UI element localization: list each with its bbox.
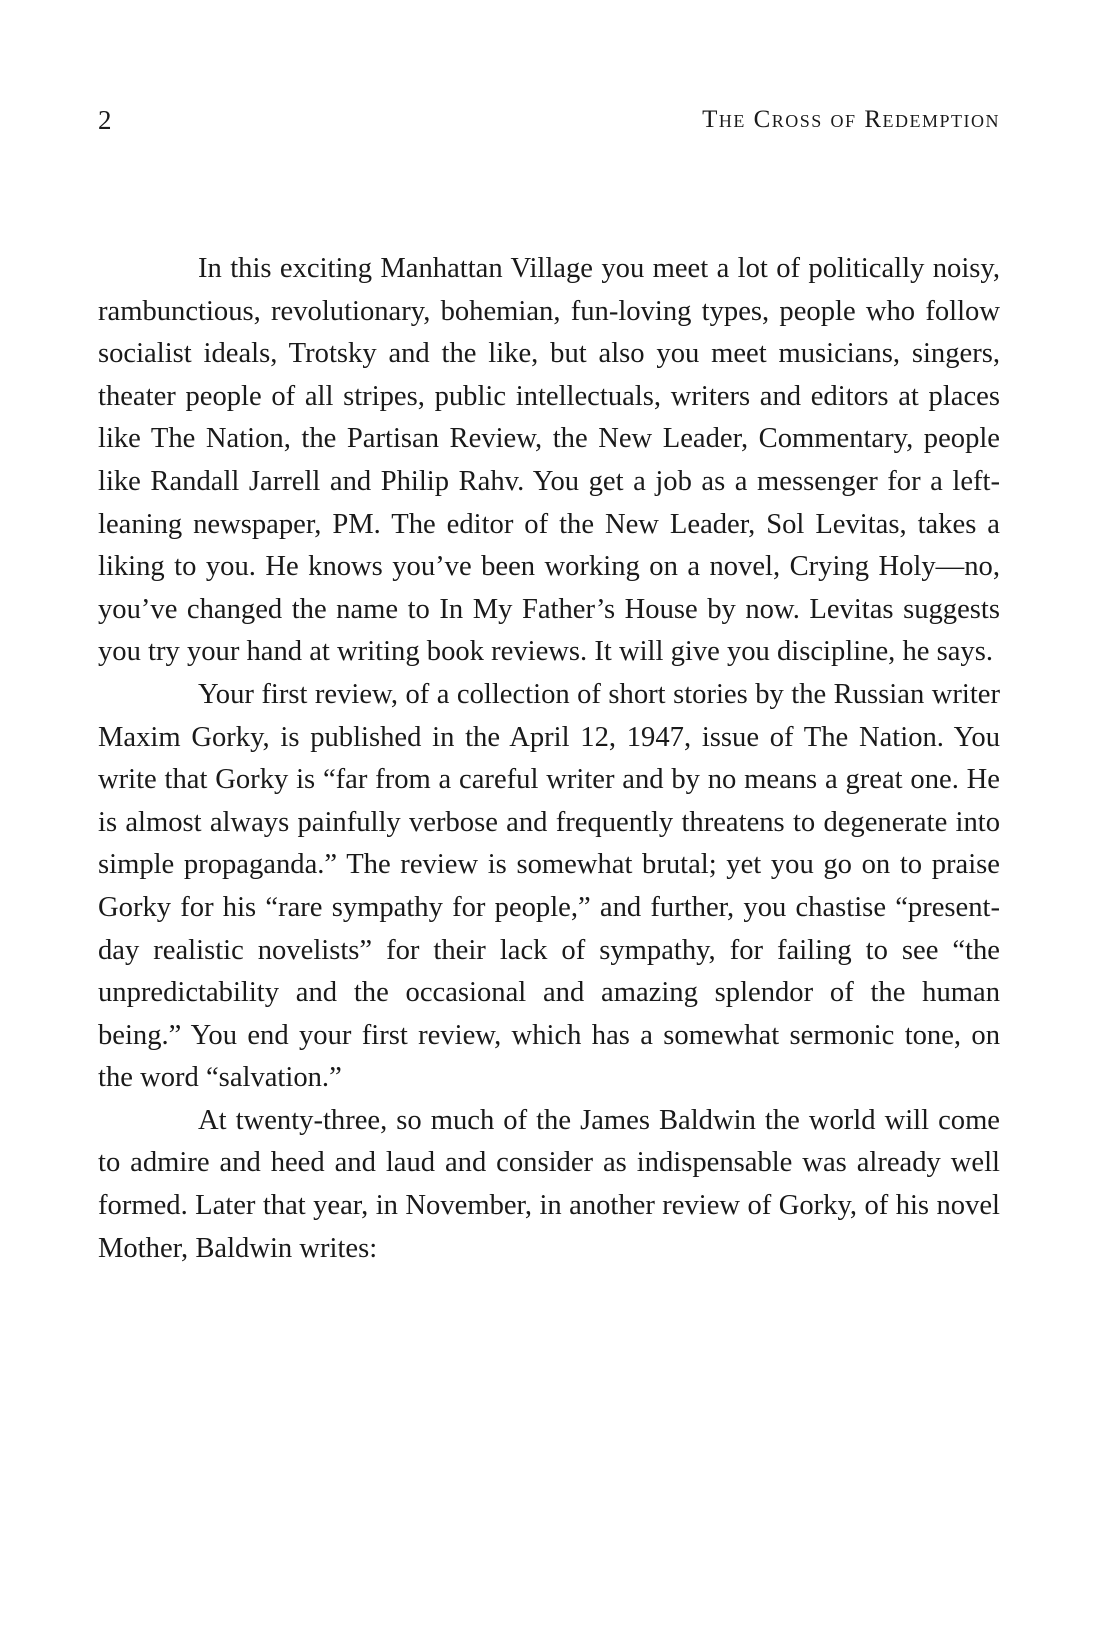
paragraph: Your first review, of a collection of short stories by the Russian writer Maxim Gorky, is published in the April 12, 1947, issue of The Nation. You write that Gorky is “far from a careful writer and by no means a great one. He is almost always painfully verbose and frequently threatens to degenerate into simple propaganda.” The review is somewhat brutal; yet you go on to praise Gorky for his “rare sympathy for people,” and further, you chastise “present-day realistic novelists” for their lack of sympathy, for failing to see “the unpredictability and the occasional and amazing splendor of the human being.” You end your first review, which has a somewhat sermonic tone, on the word “salvation.” [98,678,1000,1094]
running-title: The Cross of Redemption [702,106,1000,133]
page-number: 2 [98,105,112,135]
running-head [98,102,1000,138]
paragraph: At twenty-three, so much of the James Baldwin the world will come to admire and heed and laud and consider as indispensable was already well formed. Later that year, in November, in another review of Gorky, of his novel Mother, Baldwin writes: [98,1104,1000,1264]
body-text [98,248,1000,1270]
paragraph: In this exciting Manhattan Village you meet a lot of politically noisy, rambunctious, revolutionary, bohemian, fun-loving types, people who follow socialist ideals, Trotsky and the like, but also you meet musicians, singers, theater people of all stripes, public intellectuals, writers and editors at places like The Nation, the Partisan Review, the New Leader, Commentary, people like Randall Jarrell and Philip Rahv. You get a job as a messenger for a left-leaning newspaper, PM. The editor of the New Leader, Sol Levitas, takes a liking to you. He knows you’ve been working on a novel, Crying Holy—no, you’ve changed the name to In My Father’s House by now. Levitas suggests you try your hand at writing book reviews. It will give you discipline, he says. [98,253,1000,668]
